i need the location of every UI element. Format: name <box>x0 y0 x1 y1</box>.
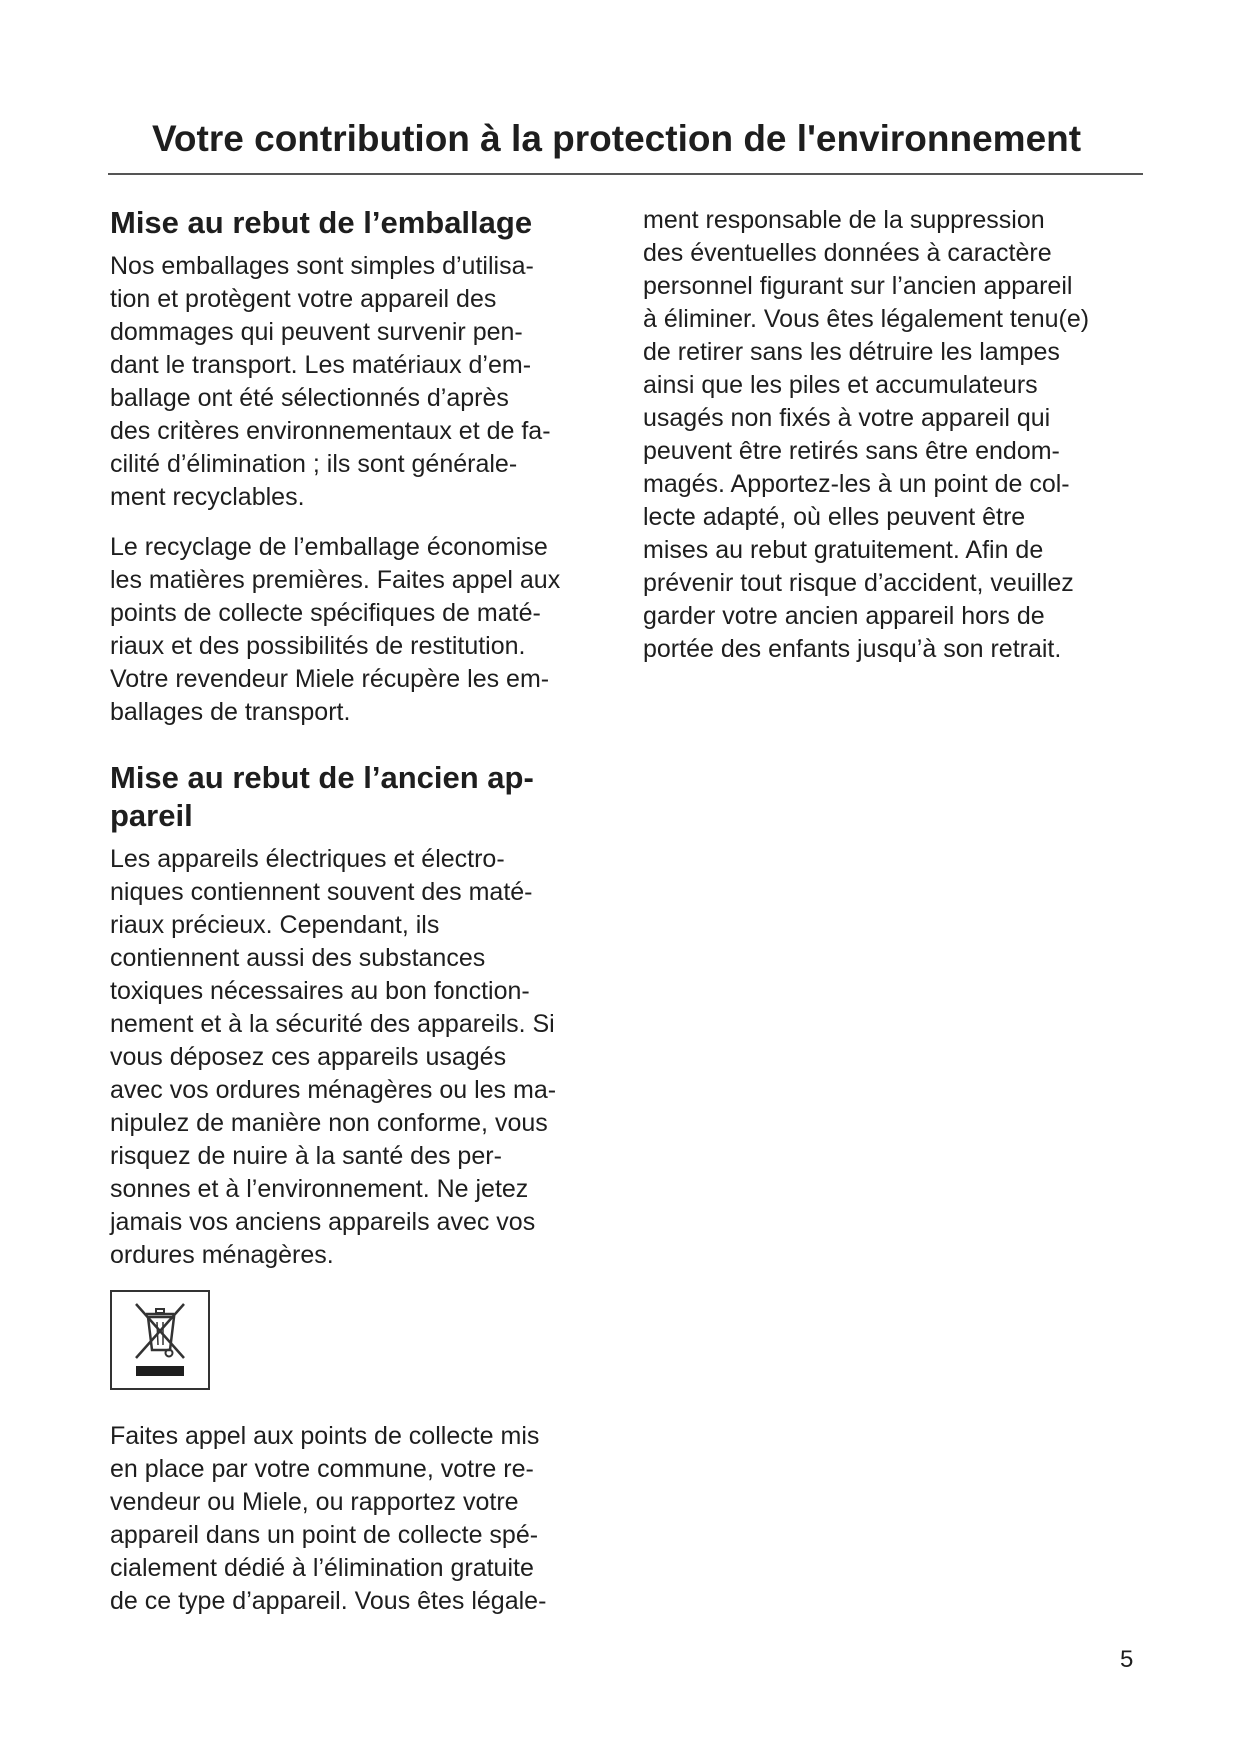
text-line: vous déposez ces appareils usagés <box>110 1043 507 1071</box>
text-line: ballage ont été sélectionnés d’après <box>110 384 509 412</box>
text-line: nement et à la sécurité des appareils. Si <box>110 1010 555 1038</box>
text-line: mises au rebut gratuitement. Afin de <box>643 536 1044 564</box>
text-line: des éventuelles données à caractère <box>643 239 1052 267</box>
packaging-paragraph-1 <box>110 250 620 514</box>
left-column <box>110 204 620 1635</box>
text-line: nipulez de manière non conforme, vous <box>110 1109 548 1137</box>
text-line: Nos emballages sont simples d’utilisa- <box>110 252 534 280</box>
text-line: riaux précieux. Cependant, ils <box>110 911 440 939</box>
old-appliance-paragraph-2 <box>110 1420 620 1618</box>
text-line: contiennent aussi des substances <box>110 944 486 972</box>
right-column <box>643 204 1163 666</box>
text-line: vendeur ou Miele, ou rapportez votre <box>110 1488 519 1516</box>
text-line: portée des enfants jusqu’à son retrait. <box>643 635 1062 663</box>
page-title: Votre contribution à la protection de l'environnement <box>152 118 1082 159</box>
text-line: risquez de nuire à la santé des per- <box>110 1142 502 1170</box>
text-line: en place par votre commune, votre re- <box>110 1455 534 1483</box>
text-line: Faites appel aux points de collecte mis <box>110 1422 540 1450</box>
text-line: les matières premières. Faites appel aux <box>110 566 561 594</box>
text-line: dant le transport. Les matériaux d’em- <box>110 351 532 379</box>
text-line: usagés non fixés à votre appareil qui <box>643 404 1051 432</box>
text-line: personnel figurant sur l’ancien appareil <box>643 272 1073 300</box>
text-line: Votre revendeur Miele récupère les em- <box>110 665 550 693</box>
text-line: cialement dédié à l’élimination gratuite <box>110 1554 534 1582</box>
text-line: tion et protègent votre appareil des <box>110 285 497 313</box>
text-line: cilité d’élimination ; ils sont générale- <box>110 450 518 478</box>
text-line: prévenir tout risque d’accident, veuillez <box>643 569 1074 597</box>
text-line: toxiques nécessaires au bon fonction- <box>110 977 530 1005</box>
packaging-paragraph-2 <box>110 531 620 729</box>
packaging-disposal-heading: Mise au rebut de l’emballage <box>110 205 533 240</box>
text-line: Les appareils électriques et électro- <box>110 845 505 873</box>
crossed-out-wheelie-bin-icon <box>110 1290 210 1390</box>
text-line: niques contiennent souvent des maté- <box>110 878 533 906</box>
text-line: ment responsable de la suppression <box>643 206 1045 234</box>
text-line: lecte adapté, où elles peuvent être <box>643 503 1026 531</box>
old-appliance-paragraph-1 <box>110 843 620 1272</box>
text-line: riaux et des possibilités de restitution. <box>110 632 526 660</box>
text-line: à éliminer. Vous êtes légalement tenu(e) <box>643 305 1090 333</box>
text-line: ballages de transport. <box>110 698 351 726</box>
text-line: Le recyclage de l’emballage économise <box>110 533 548 561</box>
text-line: avec vos ordures ménagères ou les ma- <box>110 1076 557 1104</box>
text-line: ordures ménagères. <box>110 1241 334 1269</box>
text-line: magés. Apportez-les à un point de col- <box>643 470 1070 498</box>
text-line: ainsi que les piles et accumulateurs <box>643 371 1038 399</box>
text-line: dommages qui peuvent survenir pen- <box>110 318 523 346</box>
page-number: 5 <box>1120 1646 1134 1673</box>
text-line: de retirer sans les détruire les lampes <box>643 338 1060 366</box>
old-appliance-disposal-heading <box>110 759 620 835</box>
text-line: appareil dans un point de collecte spé- <box>110 1521 539 1549</box>
text-line: peuvent être retirés sans être endom- <box>643 437 1060 465</box>
text-line: garder votre ancien appareil hors de <box>643 602 1045 630</box>
text-line: de ce type d’appareil. Vous êtes légale- <box>110 1587 547 1615</box>
text-line: sonnes et à l’environnement. Ne jetez <box>110 1175 529 1203</box>
heading-line: Mise au rebut de l’ancien ap- <box>110 760 534 795</box>
text-line: points de collecte spécifiques de maté- <box>110 599 541 627</box>
text-line: jamais vos anciens appareils avec vos <box>110 1208 536 1236</box>
text-line: des critères environnementaux et de fa- <box>110 417 551 445</box>
text-line: ment recyclables. <box>110 483 305 511</box>
heading-line: pareil <box>110 798 193 833</box>
title-divider <box>108 173 1143 175</box>
